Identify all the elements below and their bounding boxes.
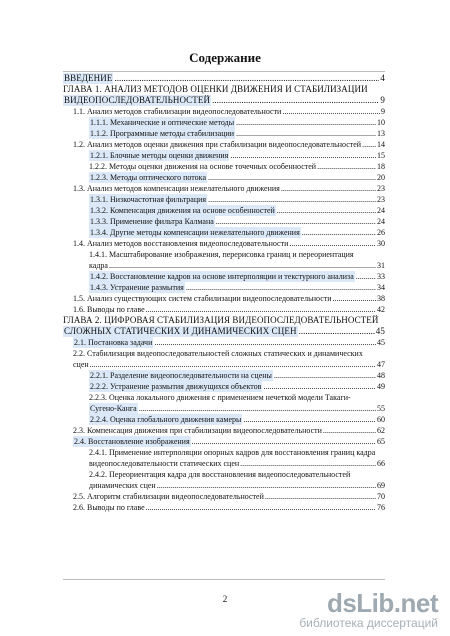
toc-entry[interactable] xyxy=(63,447,385,469)
toc-entry-page: 9 xyxy=(380,95,385,105)
toc-entry-page: 30 xyxy=(377,239,385,248)
toc-entry-text: 1.5. Анализ существующих систем стабилизации видеопоследовательности xyxy=(73,294,332,303)
toc-entry[interactable] xyxy=(63,216,385,227)
dot-leader xyxy=(265,491,376,502)
toc-entry[interactable] xyxy=(63,128,385,139)
toc-entry-text: 1.2.2. Методы оценки движения на основе точечных особенностей xyxy=(89,162,317,171)
dot-leader xyxy=(192,436,376,447)
toc-entry-text: 2.1. Постановка задачи xyxy=(74,338,153,347)
dot-leader xyxy=(146,502,376,513)
dot-leader xyxy=(230,150,376,161)
toc-entry-text: 2.6. Выводы по главе xyxy=(73,503,145,512)
toc-entry[interactable] xyxy=(63,293,385,304)
dot-leader xyxy=(114,73,379,84)
toc-entry-page: 49 xyxy=(377,382,385,391)
toc-entry-page: 47 xyxy=(377,360,385,369)
dot-leader xyxy=(299,326,375,337)
toc-entry-text: 2.2.2. Устранение размытия движущихся объектов xyxy=(90,382,262,391)
toc-entry-text: динамических сцен xyxy=(89,481,156,490)
top-rule xyxy=(63,71,385,72)
toc-entry[interactable] xyxy=(63,315,385,337)
toc-entry-text: 1.1.1. Механические и оптические методы xyxy=(90,118,235,127)
toc-entry-text: 1.4. Анализ методов восстановления видеопоследовательности xyxy=(73,239,289,248)
toc-entry[interactable] xyxy=(63,271,385,282)
toc-entry-text: 2.4.2. Переориентация кадра для восстановления видеопоследовательностей xyxy=(89,470,351,479)
toc-entry-text: 1.4.3. Устранение размытия xyxy=(90,283,184,292)
toc-entry-text: 2.4.1. Применение интерполяции опорных кадров для восстановления границ кадра xyxy=(89,448,376,457)
toc-entry[interactable] xyxy=(63,161,385,172)
toc-entry-page: 62 xyxy=(377,426,385,435)
toc-entry-text: ГЛАВА 1. АНАЛИЗ МЕТОДОВ ОЦЕНКИ ДВИЖЕНИЯ И СТАБИЛИЗАЦИИ xyxy=(63,84,368,94)
watermark-logo: dsLib.net xyxy=(326,588,438,618)
toc-entry-text: 2.5. Алгоритм стабилизации видеопоследовательностей xyxy=(73,492,264,501)
toc-entry-page: 23 xyxy=(377,184,385,193)
dot-leader xyxy=(90,359,376,370)
dot-leader xyxy=(236,128,376,139)
toc-entry-text: 1.3.4. Другие методы компенсации нежелательного движения xyxy=(90,228,300,237)
toc-entry-text: ГЛАВА 2. ЦИФРОВАЯ СТАБИЛИЗАЦИЯ ВИДЕОПОСЛЕДОВАТЕЛЬНОСТЕЙ xyxy=(63,315,379,325)
toc-entry-text: 1.1. Анализ методов стабилизации видеопоследовательности xyxy=(73,107,282,116)
toc-entry[interactable] xyxy=(63,150,385,161)
toc-entry[interactable] xyxy=(63,227,385,238)
toc-entry-page: 13 xyxy=(377,129,385,138)
toc-entry-page: 24 xyxy=(377,217,385,226)
toc-entry-page: 70 xyxy=(377,492,385,501)
dot-leader xyxy=(282,106,380,117)
dot-leader xyxy=(277,205,376,216)
toc-entry-text: 2.2.3. Оценка локального движения с применением нечеткой модели Такаги- xyxy=(89,393,351,402)
toc-entry[interactable] xyxy=(63,491,385,502)
toc-entry[interactable] xyxy=(63,172,385,183)
toc-entry[interactable] xyxy=(63,381,385,392)
dot-leader xyxy=(243,414,376,425)
dot-leader xyxy=(146,304,376,315)
dot-leader xyxy=(208,172,376,183)
toc-entry-page: 15 xyxy=(377,151,385,160)
bottom-rule xyxy=(63,579,385,580)
toc-entry-text: Сугено-Канга xyxy=(90,404,137,413)
toc-entry[interactable] xyxy=(63,183,385,194)
toc-entry-page: 4 xyxy=(380,73,385,83)
dot-leader xyxy=(186,282,376,293)
toc-entry-page: 55 xyxy=(377,404,385,413)
toc-entry[interactable] xyxy=(63,337,385,348)
dot-leader xyxy=(317,161,376,172)
toc-entry-page: 34 xyxy=(377,283,385,292)
dot-leader xyxy=(212,95,379,106)
dot-leader xyxy=(356,271,376,282)
toc-entry-text: 2.2.1. Разделение видеопоследовательности на сцены xyxy=(90,371,272,380)
toc-entry-text: 1.3.2. Компенсация движения на основе особенностей xyxy=(90,206,275,215)
toc-entry[interactable] xyxy=(63,238,385,249)
dot-leader xyxy=(154,337,376,348)
toc-entry-page: 38 xyxy=(377,294,385,303)
dot-leader xyxy=(208,194,376,205)
toc-entry-text: 2.4. Восстановление изображения xyxy=(74,437,190,446)
toc-entry-text: ВВЕДЕНИЕ xyxy=(64,73,113,83)
toc-entry-page: 45 xyxy=(375,326,385,336)
toc-entry-text: 2.2. Стабилизация видеопоследовательностей сложных статических и динамических xyxy=(73,349,363,358)
toc-entry-page: 10 xyxy=(377,118,385,127)
dot-leader xyxy=(236,117,376,128)
toc-entry-text: ВИДЕОПОСЛЕДОВАТЕЛЬНОСТЕЙ xyxy=(64,95,211,105)
toc-entry[interactable] xyxy=(63,249,385,271)
toc-entry-text: 1.4.1. Масштабирование изображения, перерисовка границ и переориентация xyxy=(89,250,354,259)
toc-entry-text: 1.2.1. Блочные методы оценки движения xyxy=(90,151,229,160)
toc-entry[interactable] xyxy=(63,194,385,205)
toc-entry-page: 24 xyxy=(377,206,385,215)
toc-entry-page: 23 xyxy=(377,195,385,204)
toc-entry-page: 76 xyxy=(377,503,385,512)
dot-leader xyxy=(157,480,376,491)
toc-entry[interactable] xyxy=(63,469,385,491)
toc-entry[interactable] xyxy=(63,425,385,436)
toc-entry-page: 42 xyxy=(377,305,385,314)
dot-leader xyxy=(302,227,376,238)
toc-entry-page: 69 xyxy=(377,481,385,490)
page-number: 2 xyxy=(222,594,228,604)
toc-entry-text: видеопоследовательности статических сцен xyxy=(89,459,240,468)
toc-entry-text: 1.3.3. Применение фильтра Калмана xyxy=(90,217,214,226)
dot-leader xyxy=(274,370,376,381)
toc-entry[interactable] xyxy=(63,304,385,315)
toc-entry[interactable] xyxy=(63,502,385,513)
toc-entry-text: 1.4.2. Восстановление кадров на основе интерполяции и текстурного анализа xyxy=(90,272,354,281)
toc-entry-page: 18 xyxy=(377,162,385,171)
dot-leader xyxy=(240,458,376,469)
toc-entry-text: 1.2. Анализ методов оценки движения при стабилизации видеопоследовательностей xyxy=(73,140,362,149)
table-of-contents xyxy=(63,73,385,513)
toc-entry-page: 45 xyxy=(377,338,385,347)
toc-entry-text: 1.3. Анализ методов компенсации нежелательного движения xyxy=(73,184,280,193)
toc-entry-page: 60 xyxy=(377,415,385,424)
toc-entry[interactable] xyxy=(63,73,385,84)
page-title: Содержание xyxy=(189,50,261,65)
toc-entry-text: СЛОЖНЫХ СТАТИЧЕСКИХ И ДИНАМИЧЕСКИХ СЦЕН xyxy=(64,326,297,336)
toc-entry[interactable] xyxy=(63,414,385,425)
toc-entry-text: 1.6. Выводы по главе xyxy=(73,305,145,314)
toc-entry-text: кадра xyxy=(89,261,108,270)
toc-entry-text: сцен xyxy=(73,360,89,369)
toc-entry-page: 20 xyxy=(377,173,385,182)
toc-entry-page: 14 xyxy=(377,140,385,149)
dot-leader xyxy=(333,293,376,304)
toc-entry[interactable] xyxy=(63,84,385,106)
dot-leader xyxy=(216,216,376,227)
dot-leader xyxy=(323,425,376,436)
toc-entry-page: 26 xyxy=(377,228,385,237)
toc-entry-page: 65 xyxy=(377,437,385,446)
toc-entry-page: 48 xyxy=(377,371,385,380)
toc-entry[interactable] xyxy=(63,348,385,370)
toc-entry[interactable] xyxy=(63,139,385,150)
toc-entry-page: 33 xyxy=(377,272,385,281)
toc-entry[interactable] xyxy=(63,117,385,128)
toc-entry[interactable] xyxy=(63,282,385,293)
toc-entry-page: 66 xyxy=(377,459,385,468)
dot-leader xyxy=(263,381,376,392)
watermark xyxy=(299,590,438,630)
toc-entry[interactable] xyxy=(63,106,385,117)
toc-entry[interactable] xyxy=(63,370,385,381)
toc-entry-page: 31 xyxy=(377,261,385,270)
toc-entry[interactable] xyxy=(63,392,385,414)
toc-entry-text: 2.2.4. Оценка глобального движения камеры xyxy=(90,415,242,424)
dot-leader xyxy=(362,139,376,150)
dot-leader xyxy=(281,183,376,194)
toc-entry-text: 2.3. Компенсация движения при стабилизации видеопоследовательности xyxy=(73,426,322,435)
toc-entry-text: 1.3.1. Низкочастотная фильтрация xyxy=(90,195,207,204)
watermark-caption: библиотека диссертаций xyxy=(299,616,438,630)
dot-leader xyxy=(289,238,376,249)
toc-entry[interactable] xyxy=(63,205,385,216)
dot-leader xyxy=(109,260,376,271)
toc-entry-text: 1.1.2. Программные методы стабилизации xyxy=(90,129,235,138)
toc-entry-text: 1.2.3. Методы оптического потока xyxy=(90,173,206,182)
toc-entry[interactable] xyxy=(63,436,385,447)
dot-leader xyxy=(139,403,376,414)
toc-entry-page: 9 xyxy=(381,107,385,116)
